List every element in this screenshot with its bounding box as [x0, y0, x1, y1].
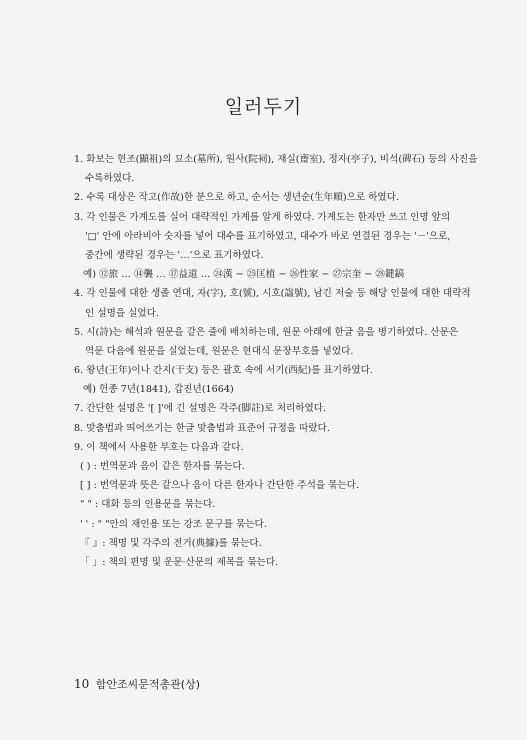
note-item: 9. 이 책에서 사용한 부호는 다음과 같다. [74, 441, 244, 453]
note-item: 6. 왕년(王年)이나 간지(干支) 등은 괄호 속에 서기(西紀)를 표기하였다. [74, 365, 373, 377]
symbol-line: ( ) : 번역문과 음이 같은 한자를 묶는다. [80, 461, 245, 472]
symbol-line: 「 」: 책의 편명 및 운문·산문의 제목을 묶는다. [80, 556, 279, 568]
note-item: 1. 화보는 현조(顯祖)의 묘소(墓所), 원사(院祠), 재실(齋室), 정자(亭子), 비석(碑石) 등의 사진을 [74, 154, 478, 165]
symbol-line: [ ] : 번역문과 뜻은 같으나 음이 다른 한자나 간단한 주석을 묶는다. [80, 480, 360, 492]
note-continuation: 인 설명을 실었다. [85, 307, 160, 319]
page-number: 10 [74, 677, 90, 691]
note-item: 4. 각 인물에 대한 생졸 연대, 자(字), 호(號), 시호(諡號), 남긴 저술 등 해당 인물에 대한 대략적 [74, 288, 471, 300]
notes-list [74, 150, 504, 572]
symbol-line: ' ' : " "안의 재인용 또는 강조 문구를 묶는다. [80, 518, 267, 530]
note-continuation: 중간에 생략된 경우는 '…'으로 표기하였다. [85, 249, 264, 261]
note-item: 2. 수록 대상은 작고(作故)한 분으로 하고, 순서는 생년순(生年順)으로 하였다. [74, 192, 400, 204]
page-footer [74, 676, 200, 692]
note-item: 5. 시(詩)는 해석과 원문을 같은 줄에 배치하는데, 원문 아래에 한글 음을 병기하였다. 산문은 [74, 326, 459, 338]
example-line: 예) ⑫旅 … ⑭襲 … ⑰益道 … ㉔漢 − ㉕匡植 − ㉖性家 − ㉗宗奎 − ㉘鍵鎬 [83, 269, 405, 281]
example-line: 예) 헌종 7년(1841), 갑진년(1664) [83, 384, 234, 396]
note-continuation: 역문 다음에 원문을 실었는데, 원문은 현대식 문장부호를 넣었다. [85, 345, 354, 357]
note-item: 8. 맞춤법과 띄어쓰기는 한글 맞춤법과 표준어 규정을 따랐다. [74, 422, 330, 434]
symbol-line: 『 』: 책명 및 각주의 전거(典據)를 묶는다. [80, 537, 262, 549]
note-continuation: 수록하였다. [85, 173, 135, 185]
note-item: 7. 간단한 설명은 '[ ]'에 긴 설명은 각주(脚註)로 처리하였다. [74, 403, 327, 415]
symbol-line: " " : 대화 등의 인용문을 묶는다. [80, 499, 216, 511]
book-title: 함안조씨문적총관(상) [95, 678, 200, 691]
note-continuation: '□' 안에 아라비아 숫자를 넣어 대수를 표기하였고, 대수가 바로 연결된 경우는 '－'으로, [85, 230, 451, 242]
page-title: 일러두기 [224, 96, 303, 118]
note-item: 3. 각 인물은 가계도를 실어 대략적인 가계를 알게 하였다. 가계도는 한자만 쓰고 인명 앞의 [74, 211, 451, 223]
